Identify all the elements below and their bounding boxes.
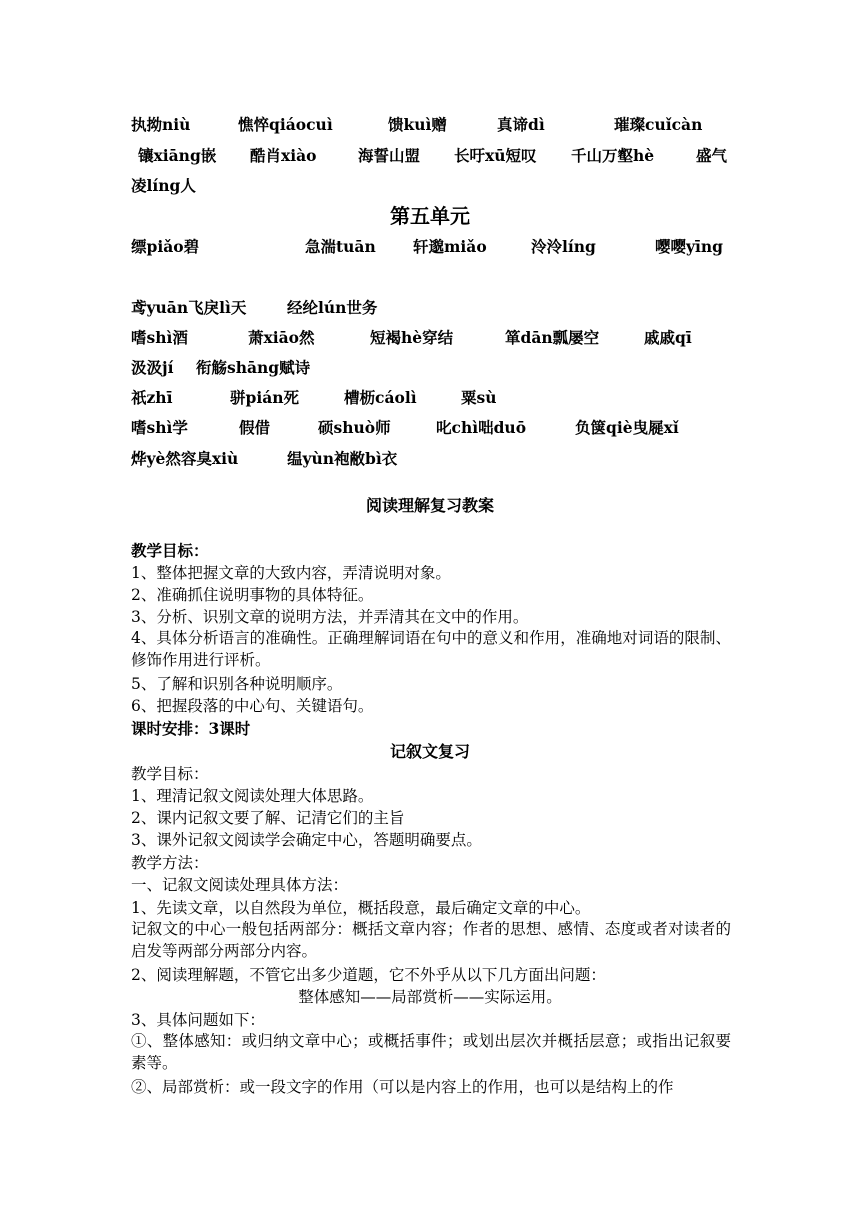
question-type: ②、局部赏析：或一段文字的作用（可以是内容上的作用，也可以是结构上的作 <box>131 1078 674 1096</box>
vocab-item: 短褐hè穿结 <box>370 328 454 347</box>
vocab-item: 真谛dì <box>497 115 545 134</box>
question-type: ①、整体感知：或归纳文章中心；或概括事件；或划出层次并概括层意；或指出记叙要素等。 <box>131 1032 731 1072</box>
vocab-item: 璀璨cuǐcàn <box>614 115 703 134</box>
method-note: 记叙文的中心一般包括两部分：概括文章内容；作者的思想、感情、态度或者对读者的启发等两部分两部分内容。 <box>131 920 731 960</box>
goals-heading: 教学目标： <box>131 765 209 783</box>
vocab-item: 酷肖xiào <box>250 146 317 165</box>
vocab-item: 执拗niù <box>131 115 191 134</box>
vocab-item: 嗜shì学 <box>131 418 188 437</box>
schedule: 课时安排：3课时 <box>131 719 251 738</box>
vocab-item: 假借 <box>239 418 271 437</box>
goal-item: 3、课外记叙文阅读学会确定中心，答题明确要点。 <box>131 831 482 849</box>
vocab-item: 负箧qiè曳屣xǐ <box>575 418 679 437</box>
goal-item: 1、理清记叙文阅读处理大体思路。 <box>131 787 374 805</box>
goal-item: 1、整体把握文章的大致内容，弄清说明对象。 <box>131 564 451 582</box>
section-title: 记叙文复习 <box>389 742 470 761</box>
goals-heading: 教学目标： <box>131 541 209 560</box>
vocab-item: 祇zhī <box>131 388 173 407</box>
unit-title: 第五单元 <box>390 204 470 228</box>
methods-heading: 教学方法： <box>131 854 209 872</box>
vocab-item: 硕shuò师 <box>318 418 391 437</box>
vocab-item: 烨yè然容臭xiù <box>131 449 239 468</box>
vocab-item: 长吁xū短叹 <box>454 146 537 165</box>
method-step: 1、先读文章，以自然段为单位，概括段意，最后确定文章的中心。 <box>131 899 591 917</box>
goal-item: 2、课内记叙文要了解、记清它们的主旨 <box>131 809 405 827</box>
vocab-item: 轩邈miǎo <box>413 237 487 256</box>
section-title: 阅读理解复习教案 <box>365 496 494 515</box>
vocab-item: 汲汲jí <box>131 358 174 377</box>
vocab-item: 萧xiāo然 <box>248 328 315 347</box>
vocab-item: 戚戚qī <box>644 328 692 347</box>
vocab-item: 嘤嘤yīng <box>655 237 724 256</box>
goal-item: 2、准确抓住说明事物的具体特征。 <box>131 586 374 604</box>
method-summary: 整体感知——局部赏析——实际运用。 <box>298 988 562 1006</box>
vocab-item: 箪dān瓢屡空 <box>505 328 600 347</box>
vocab-item: 千山万壑hè <box>571 146 655 165</box>
goal-item: 4、具体分析语言的准确性。正确理解词语在句中的意义和作用，准确地对词语的限制、修饰作用进行评析。 <box>131 629 731 669</box>
goal-item: 5、了解和识别各种说明顺序。 <box>131 675 343 693</box>
method-step: 2、阅读理解题，不管它出多少道题，它不外乎从以下几方面出问题： <box>131 966 606 984</box>
vocab-item: 骈pián死 <box>230 388 300 407</box>
vocab-item: 馈kuì赠 <box>388 115 447 134</box>
vocab-item: 盛气 <box>696 146 728 165</box>
vocab-item: 镶xiāng嵌 <box>138 146 217 165</box>
goal-item: 6、把握段落的中心句、关键语句。 <box>131 697 374 715</box>
vocab-item: 憔悴qiáocuì <box>238 115 333 134</box>
vocab-item: 衔觞shāng赋诗 <box>196 358 311 377</box>
vocab-item: 急湍tuān <box>305 237 376 256</box>
vocab-item: 凌líng人 <box>131 176 196 195</box>
vocab-item: 缥piǎo碧 <box>131 237 200 256</box>
vocab-item: 鸢yuān飞戾lì天 <box>131 298 247 317</box>
vocab-item: 泠泠líng <box>531 237 596 256</box>
vocab-item: 缊yùn袍敝bì衣 <box>287 449 398 468</box>
method-step: 3、具体问题如下： <box>131 1011 265 1029</box>
vocab-item: 粟sù <box>461 388 497 407</box>
goal-item: 3、分析、识别文章的说明方法，并弄清其在文中的作用。 <box>131 608 529 626</box>
vocab-item: 海誓山盟 <box>358 146 421 165</box>
vocab-item: 经纶lún世务 <box>287 298 378 317</box>
vocab-item: 嗜shì酒 <box>131 328 188 347</box>
vocab-item: 叱chì咄duō <box>436 418 527 437</box>
vocab-item: 槽枥cáolì <box>344 388 417 407</box>
method-heading: 一、记叙文阅读处理具体方法： <box>131 876 349 894</box>
